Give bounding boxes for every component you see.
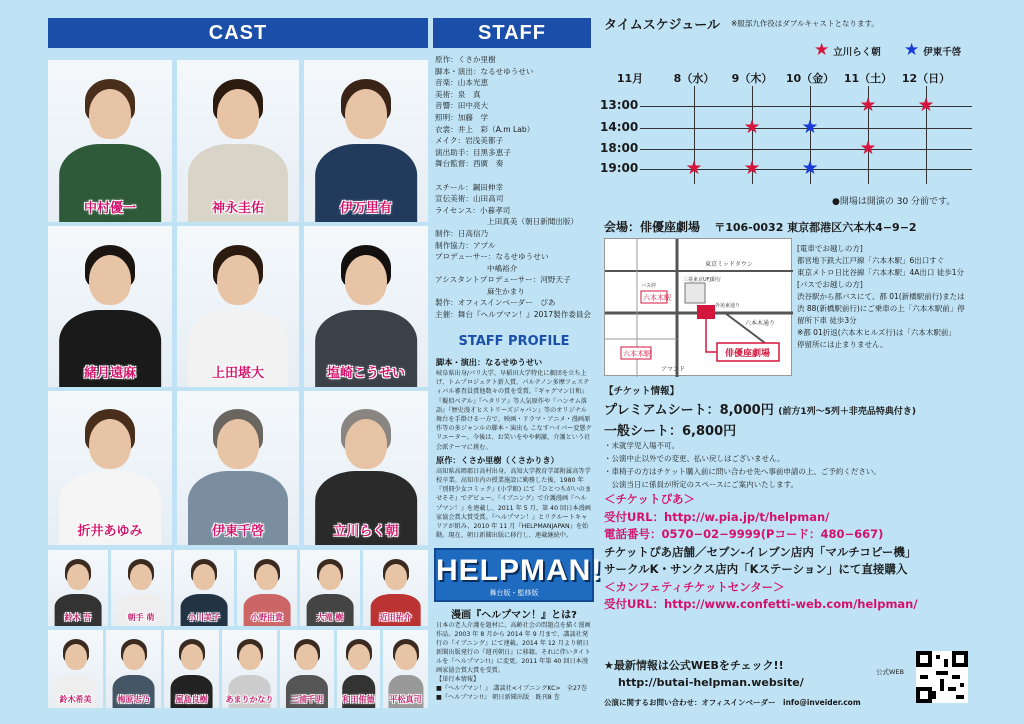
- cast-name: 緒月遠麻: [83, 366, 136, 381]
- cast-face: [123, 644, 145, 670]
- cast-face: [65, 644, 87, 670]
- pia-store: チケットぴあ店舗／セブン-イレブン店内「マルチコピー機」: [604, 544, 917, 559]
- credit-d1: 製作：オフィスインベーダー ぴあ: [435, 298, 556, 308]
- legend-ito: [904, 42, 961, 59]
- ticket-note-1: ・未就学児入場不可。: [604, 441, 679, 450]
- ticket-note-4: 公演当日に係員が所定のスペースにご案内いたします。: [604, 480, 799, 489]
- schedule-month: 11月: [616, 72, 644, 85]
- red-star-icon: ★: [917, 94, 935, 116]
- ticket-notes: [604, 439, 1004, 491]
- cast-face: [345, 89, 387, 139]
- author-bio: 高知県高岡郡日高村出身。高知大学教育学部附属高等学校卒業。高知市内の授業施設に勤務した後、1980 年『別冊少女コミック』(小学館) にて『ひとつちがいのませそそ』でデビュー。『イブニング』で介護漫画『ヘルプマン！』を連載し、2011 年 5 月、第 40 回日本漫画家協会賞大賞受賞。『ヘルプマン！』とリクルートキャリアが組み、2010 年 11 月『HELPMANJAPAN』を始動。現在、朝日新聞出版に移行し、連載継続中。: [436, 467, 592, 540]
- cast-name: あまりかなり: [225, 695, 274, 704]
- cast-name: 中村優一: [83, 201, 136, 216]
- cast-name: 梅原志乃: [117, 695, 150, 704]
- legend-raku-label: 立川らく朝: [833, 46, 881, 58]
- premium-price-note: (前方1列〜5列＋非売品特典付き): [778, 407, 916, 417]
- open-note: ●開場は開演の 30 分前です。: [832, 197, 956, 207]
- cast-name: 大滝 樹: [316, 613, 344, 622]
- circle-k: サークルK・サンクス店内「Kステーション」にて直接購入: [604, 562, 908, 576]
- map-bus: バス停: [641, 283, 657, 289]
- cast-name: 上田堪大: [211, 366, 264, 381]
- cast-name: 小野由貴: [251, 613, 283, 622]
- ticket-note-3: ・車椅子の方はチケット購入前に問い合わせ先へ事前申請の上、ご予約ください。: [604, 467, 881, 476]
- credit-4: 美術：泉 真: [435, 89, 481, 99]
- cast-face: [193, 564, 215, 590]
- legend-raku: [814, 42, 881, 59]
- cast-small-photo-7: [48, 630, 103, 708]
- cast-header: CAST: [48, 18, 428, 48]
- credit-7: 衣裳：井上 彩（A.m Lab）: [435, 124, 535, 134]
- credit-b1: 制作：日高信乃: [435, 228, 489, 238]
- cast-small-photo-11: [280, 630, 334, 708]
- cast-small-photo-2: [111, 550, 171, 626]
- venue: [604, 218, 917, 235]
- cast-small-photo-5: [300, 550, 360, 626]
- cast-name: 伊万里有: [339, 201, 392, 216]
- map-gaien: 外苑東通り: [715, 303, 741, 309]
- cast-small-photo-10: [222, 630, 277, 708]
- book-1: ■『ヘルプマン！』 講談社<イブニングKC> 全27巻: [436, 685, 588, 692]
- cast-face: [385, 564, 407, 590]
- cast-face: [395, 644, 417, 670]
- cast-photo-8: [177, 391, 299, 545]
- cast-face: [67, 564, 89, 590]
- cast-small-photo-1: [48, 550, 108, 626]
- cast-small-photo-9: [164, 630, 219, 708]
- pia-phone: 電話番号：0570−02−9999(Pコード：480−667): [604, 527, 884, 541]
- manga-description: [436, 621, 592, 702]
- credit-d2: 主催：舞台『ヘルプマン！』2017製作委員会: [435, 310, 592, 320]
- day-header-4: 11（土）: [843, 72, 893, 85]
- day-header-1: 8（水）: [673, 72, 715, 85]
- cast-name: 三浦千明: [291, 695, 323, 704]
- cast-face: [319, 564, 341, 590]
- cast-name: 折井あゆみ: [77, 524, 143, 539]
- author-heading: 原作：くさか里樹（くさかりき）: [436, 454, 559, 465]
- book-2: ■『ヘルプマン!!』 朝日新聞出版 既刊8 巻: [436, 694, 560, 701]
- credit-5: 音響：田中亮大: [435, 101, 489, 111]
- helpman-logo: [434, 548, 603, 602]
- staff-profile: [436, 356, 592, 542]
- cast-face: [296, 644, 318, 670]
- cast-photo-2: [177, 60, 299, 222]
- credit-b2: 制作協力：アプル: [435, 240, 496, 250]
- access-info: [797, 243, 983, 351]
- confetti-heading: ＜カンフェティチケットセンター＞: [604, 579, 785, 594]
- credit-6: 照明：加藤 学: [435, 112, 489, 122]
- time-label-3: 18:00: [600, 141, 639, 155]
- map-bank: 三菱東京UFJ銀行: [683, 277, 722, 283]
- cast-name: 近田祐介: [379, 613, 412, 622]
- credit-13: 宣伝美術：山田高司: [435, 194, 504, 204]
- time-label-4: 19:00: [600, 161, 639, 175]
- cast-photo-1: [48, 60, 172, 222]
- manga-question: 漫画『ヘルプマン！』とは?: [451, 610, 577, 621]
- credit-9: 演出助手：目黒多恵子: [435, 147, 511, 157]
- red-star-icon: ★: [743, 116, 761, 138]
- cast-name: 鈴木 吾: [64, 613, 92, 622]
- cast-small-photo-3: [174, 550, 234, 626]
- pia-url[interactable]: 受付URL：http://w.pia.jp/t/helpman/: [604, 509, 830, 524]
- cast-face: [217, 255, 259, 305]
- legend-ito-label: 伊東千啓: [923, 46, 962, 58]
- access-line-6: 渋 88(新橋駅前行)にご乗車の上「六本木駅前」停: [797, 304, 965, 313]
- access-line-2: 都営地下鉄大江戸線「六本木駅」6出口すぐ: [797, 256, 945, 265]
- red-star-icon: ★: [859, 94, 877, 116]
- ticket-label: 【チケット情報】: [604, 386, 680, 397]
- cast-photo-9: [304, 391, 428, 545]
- day-header-3: 10（金）: [785, 72, 835, 85]
- red-star-icon: ★: [859, 137, 877, 159]
- red-star-icon: ★: [814, 40, 830, 60]
- ticket-note-2: ・公演中止以外での変更、払い戻しはございません。: [604, 454, 785, 463]
- cast-name: 鈴木希美: [59, 695, 92, 704]
- cast-name: 朝手 萌: [127, 613, 155, 622]
- map-station-1: 六本木駅: [643, 294, 671, 302]
- access-line-9: 停留所には止まりません。: [797, 340, 888, 349]
- blue-star-icon: ★: [801, 157, 819, 179]
- cast-face: [239, 644, 261, 670]
- access-line-8: ※都 01折返(六本木ヒルズ行)は「六本木駅前」: [797, 328, 956, 337]
- access-line-5: 渋谷駅から都バスにて、都 01(新橋駅前行)または: [797, 292, 965, 301]
- time-label-2: 14:00: [600, 120, 639, 134]
- credit-11: [435, 170, 593, 182]
- venue-address: 〒106-0032 東京都港区六本木4−9−2: [714, 221, 917, 234]
- cast-photo-7: [48, 391, 172, 545]
- qr-code-icon[interactable]: [916, 651, 968, 703]
- map-road: 六本木通り: [745, 320, 776, 327]
- writer-heading: 脚本・演出：なるせゆうせい: [436, 357, 543, 367]
- general-price: 一般シート：6,800円: [604, 424, 737, 439]
- credit-producer-2: 中嶋裕介: [487, 263, 518, 273]
- premium-price-text: プレミアムシート：8,000円: [604, 403, 774, 418]
- qr-label: 公式WEB: [876, 668, 904, 676]
- credit-12: スチール：鋼田伸幸: [435, 182, 504, 192]
- cast-face: [217, 89, 259, 139]
- schedule-table: [600, 64, 972, 184]
- cast-face: [89, 89, 131, 139]
- cast-small-photo-12: [337, 630, 380, 708]
- cast-name: 小川美子: [188, 613, 220, 622]
- cast-face: [345, 255, 387, 305]
- manga-body: 日本の老人介護を題材に、高齢社会の問題点を描く漫画作品。2003 年 8 月から 2014 年 9 月まで、講談社発行の『イブニング』にて連載。2014 年 12 月より朝日新聞出版発行の『週刊朝日』に移籍。それに伴いタイトルを『ヘルプマン!!』に変更。2011 年第 40 回日本漫画家協会賞大賞を受賞。: [436, 622, 591, 674]
- credit-2: 脚本・演出：なるせゆうせい: [435, 66, 534, 76]
- map-midtown: 東京ミッドタウン: [705, 261, 753, 268]
- access-line-4: [バスでお越しの方]: [797, 280, 863, 289]
- contact-info: 公演に関するお問い合わせ：オフィスインベーダー info@inveider.com: [604, 698, 861, 707]
- map-almond: アマンド: [661, 366, 686, 373]
- cast-face: [217, 419, 259, 469]
- cast-small-photo-8: [106, 630, 161, 708]
- cast-photo-4: [48, 226, 172, 387]
- access-line-1: [電車でお越しの方]: [797, 244, 863, 253]
- credit-8: メイク：岩浅美都子: [435, 136, 504, 146]
- schedule-title: タイムスケジュール: [604, 18, 720, 33]
- credit-3: 音楽：山本光恵: [435, 78, 489, 88]
- blue-star-icon: ★: [801, 116, 819, 138]
- cast-face: [345, 419, 387, 469]
- cast-name: 平松真司: [389, 695, 422, 704]
- cast-name: 立川らく朝: [333, 524, 399, 539]
- blue-star-icon: ★: [904, 40, 920, 60]
- cast-small-photo-13: [383, 630, 428, 708]
- credit-1: 原作：くさか里樹: [435, 55, 496, 64]
- venue-map: [604, 238, 792, 376]
- logo-subtitle: 舞台版・監修版: [489, 589, 539, 597]
- map-station-2: 六本木駅: [623, 350, 651, 358]
- premium-price: [604, 399, 1004, 418]
- day-header-5: 12（日）: [901, 72, 951, 85]
- cast-face: [256, 564, 278, 590]
- access-line-7: 留所下車 徒歩3分: [797, 316, 857, 325]
- writer-bio: 岐阜県出身/パリ大学、早稲田大学特化に劇団を立ち上げ、トムプロジェクト新人賞、パルテノン多摩フェスティバル審査員賞他数々の賞を受賞。『ギャグマン日和』『擬似ベデル』『ヘタリア』等人気原作や『ハンサム落語』『歴史漫才ヒストリーズジャパン』等のオリジナル舞台を手掛ける一方で、映画・ドラマ・アニメ・漫画原作等の多ジャンルの脚本・演出も こなすハイパー変態クリエーター。今後は、お笑いをやや刺激、介護という社会派テーマに挑む。: [436, 370, 592, 451]
- cast-face: [181, 644, 203, 670]
- time-label-1: 13:00: [600, 98, 639, 112]
- cast-photo-6: [304, 226, 428, 387]
- credit-10: 舞台監督：西廣 奏: [435, 159, 504, 169]
- cast-face: [89, 255, 131, 305]
- credit-14: ライセンス：小暮孝司: [435, 205, 511, 215]
- qr-svg: [916, 651, 968, 703]
- news-heading: ★最新情報は公式WEBをチェック!!: [604, 659, 784, 672]
- map-svg: [605, 239, 793, 377]
- cast-small-photo-4: [237, 550, 297, 626]
- cast-name: 屋島良樹: [175, 695, 208, 704]
- access-line-3: 東京メトロ日比谷線「六本木駅」4A出口 徒歩1分: [797, 268, 965, 277]
- cast-name: 神永圭佑: [211, 201, 264, 216]
- staff-credits: [435, 54, 593, 321]
- confetti-url[interactable]: 受付URL：http://www.confetti-web.com/helpman/: [604, 597, 918, 611]
- credit-c1: アシスタントプロデューサー：河野天子: [435, 275, 571, 285]
- cast-photo-3: [304, 60, 428, 222]
- official-url[interactable]: http://butai-helpman.website/: [618, 676, 804, 689]
- day-header-2: 9（木）: [731, 72, 773, 85]
- red-star-icon: ★: [685, 157, 703, 179]
- cast-face: [348, 644, 370, 670]
- map-venue-label: 俳優座劇場: [725, 349, 771, 359]
- staff-profile-header: STAFF PROFILE: [458, 334, 570, 349]
- schedule-note: ※服部九作役はダブルキャストとなります。: [731, 19, 879, 28]
- red-star-icon: ★: [743, 157, 761, 179]
- pia-heading: ＜チケットぴあ＞: [604, 492, 695, 506]
- credit-license-2: 上田真美（朝日新聞出版）: [487, 217, 579, 227]
- cast-face: [130, 564, 152, 590]
- staff-header: STAFF: [433, 18, 591, 48]
- cast-name: 塩崎こうせい: [326, 366, 405, 381]
- credit-b3: プロデューサー：なるせゆうせい: [435, 252, 549, 262]
- cast-face: [89, 419, 131, 469]
- books-heading: 【単行本情報】: [436, 676, 480, 683]
- cast-name: 和田侑德: [342, 695, 375, 704]
- ticket-info: [604, 383, 1004, 614]
- cast-small-photo-6: [363, 550, 428, 626]
- cast-photo-5: [177, 226, 299, 387]
- logo-wordmark: HELPMAN!: [436, 554, 603, 587]
- venue-name: 会場：俳優座劇場: [604, 220, 701, 234]
- credit-ap-2: 麻生かまり: [487, 286, 525, 296]
- time-line: [640, 149, 972, 150]
- cast-name: 伊東千啓: [211, 524, 264, 539]
